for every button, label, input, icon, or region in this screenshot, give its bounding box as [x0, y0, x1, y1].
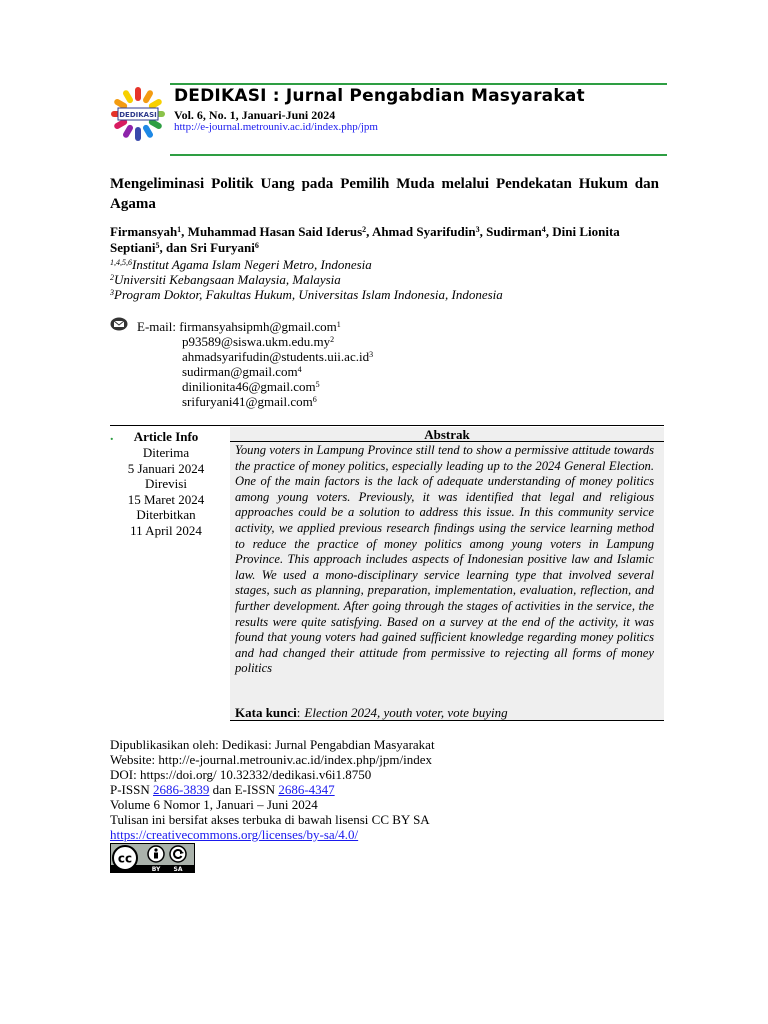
email-address[interactable]: sudirman@gmail.com [182, 364, 298, 379]
license-text: Tulisan ini bersifat akses terbuka di bawah lisensi CC BY SA [110, 812, 430, 827]
eissn-link[interactable]: 2686-4347 [278, 782, 335, 797]
info-date-published: 11 April 2024 [130, 523, 202, 538]
issn-line [110, 782, 335, 797]
header-top-rule [170, 83, 667, 85]
email-line [182, 394, 317, 409]
affiliation-text: Universiti Kebangsaan Malaysia, Malaysia [114, 272, 341, 287]
section-top-rule [110, 425, 664, 426]
email-label [137, 319, 341, 334]
author-name: Firmansyah [110, 224, 178, 239]
cc-badge-by: BY [151, 866, 161, 873]
author-sep: , [479, 224, 487, 239]
keywords-label: Kata kunci [235, 705, 297, 720]
affiliation-sup: 1,4,5,6 [110, 258, 132, 267]
email-sup: 4 [297, 365, 302, 374]
author-sep: , [181, 224, 188, 239]
keywords-value: Election 2024, youth voter, vote buying [304, 705, 508, 720]
author-name: Sudirman [486, 224, 542, 239]
journal-volume: Vol. 6, No. 1, Januari-Juni 2024 [174, 108, 336, 122]
affiliation-1 [110, 257, 372, 272]
envelope-icon [110, 317, 128, 331]
abstract-title: Abstrak [424, 427, 470, 442]
info-label-published: Diterbitkan [136, 507, 196, 522]
published-by: Dipublikasikan oleh: Dedikasi: Jurnal Pengabdian Masyarakat [110, 737, 435, 752]
email-sup: 3 [369, 350, 374, 359]
email-sup: 5 [315, 380, 320, 389]
email-address[interactable]: srifuryani41@gmail.com [182, 394, 313, 409]
email-sup: 2 [330, 335, 335, 344]
website-line: Website: http://e-journal.metrouniv.ac.id/index.php/jpm/index [110, 752, 432, 767]
email-address[interactable]: p93589@siswa.ukm.edu.my [182, 334, 331, 349]
affiliation-text: Program Doktor, Fakultas Hukum, Universitas Islam Indonesia, Indonesia [114, 287, 503, 302]
author-sup: 3 [475, 225, 480, 234]
email-label-text: E-mail: [137, 319, 176, 334]
author-name: Ahmad Syarifudin [371, 224, 476, 239]
affiliation-sup: 3 [110, 288, 114, 297]
pissn-link[interactable]: 2686-3839 [153, 782, 210, 797]
cc-by-sa-badge-icon[interactable] [110, 843, 195, 873]
author-name: Sri Furyani [190, 240, 255, 255]
header-bottom-rule [170, 154, 667, 156]
abstract-text: Young voters in Lampung Province still tend to show a permissive attitude towards the practice of money politics, especially leading up to the 2024 General Election. One of the main factors is the lack of adequate understanding of money politics among young voters. Previously, it was identified that legal and religious approaches could be a solution to address this issue. In this community service activity, we applied previous research findings using the service learning method to reduce the practice of money politics among young voters in Lampung Province. This approach includes aspects of Indonesian positive law and Islamic law. We used a mono-disciplinary service learning type that involved several stages, such as planning, preparation, implementation, evaluation, reflection, and further development. After going through the stages of activities in the service, the results were quite satisfying. Based on a survey at the end of the activity, it was found that young voters had gained sufficient knowledge regarding money politics and had changed their attitude from permissive to rejecting all forms of money politics [235, 443, 654, 676]
info-label-received: Diterima [142, 445, 190, 460]
journal-title: DEDIKASI : Jurnal Pengabdian Masyarakat [174, 86, 585, 106]
author-sep: , [545, 224, 553, 239]
email-address[interactable]: firmansyahsipmh@gmail.com [179, 319, 337, 334]
journal-logo [109, 86, 167, 142]
author-sup: 1 [177, 225, 182, 234]
email-sup: 6 [312, 395, 317, 404]
article-info-title: Article Info [133, 429, 199, 444]
email-line [182, 349, 373, 364]
affiliation-3 [110, 287, 503, 302]
info-date-received: 5 Januari 2024 [127, 461, 205, 476]
author-sup: 6 [254, 241, 259, 250]
author-sup: 5 [155, 241, 160, 250]
email-address[interactable]: dinilionita46@gmail.com [182, 379, 316, 394]
logo-text: DEDIKASI [119, 111, 157, 119]
author-list [110, 224, 660, 256]
license-link[interactable]: https://creativecommons.org/licenses/by-sa/4.0/ [110, 827, 359, 842]
author-sup: 4 [541, 225, 546, 234]
author-sep: , dan [159, 240, 191, 255]
eissn-label: dan E-ISSN [209, 782, 279, 797]
info-label-revised: Direvisi [145, 476, 187, 491]
email-line [182, 334, 334, 349]
article-title: Mengeliminasi Politik Uang pada Pemilih Muda melalui Pendekatan Hukum dan Agama [110, 176, 659, 212]
email-line [182, 379, 320, 394]
affiliation-text: Institut Agama Islam Negeri Metro, Indonesia [132, 257, 372, 272]
email-line [182, 364, 302, 379]
email-sup: 1 [336, 320, 341, 329]
volume-line: Volume 6 Nomor 1, Januari – Juni 2024 [110, 797, 318, 812]
doi-line: DOI: https://doi.org/ 10.32332/dedikasi.v6i1.8750 [110, 767, 372, 782]
cc-badge-main: cc [117, 851, 133, 866]
author-name: Muhammad Hasan Said Iderus [187, 224, 363, 239]
info-date-revised: 15 Maret 2024 [127, 492, 205, 507]
email-address[interactable]: ahmadsyarifudin@students.uii.ac.id [182, 349, 370, 364]
info-bullet: . [110, 429, 114, 444]
affiliation-sup: 2 [110, 273, 114, 282]
author-sup: 2 [362, 225, 367, 234]
journal-url-link[interactable]: http://e-journal.metrouniv.ac.id/index.php/jpm [174, 121, 378, 133]
keywords [235, 705, 508, 721]
author-sep: , [366, 224, 372, 239]
cc-badge-sa: SA [173, 866, 183, 873]
pissn-label: P-ISSN [110, 782, 153, 797]
author-name: Dini Lionita Septiani [110, 224, 620, 255]
keywords-sep: : [296, 705, 301, 720]
affiliation-2 [110, 272, 341, 287]
